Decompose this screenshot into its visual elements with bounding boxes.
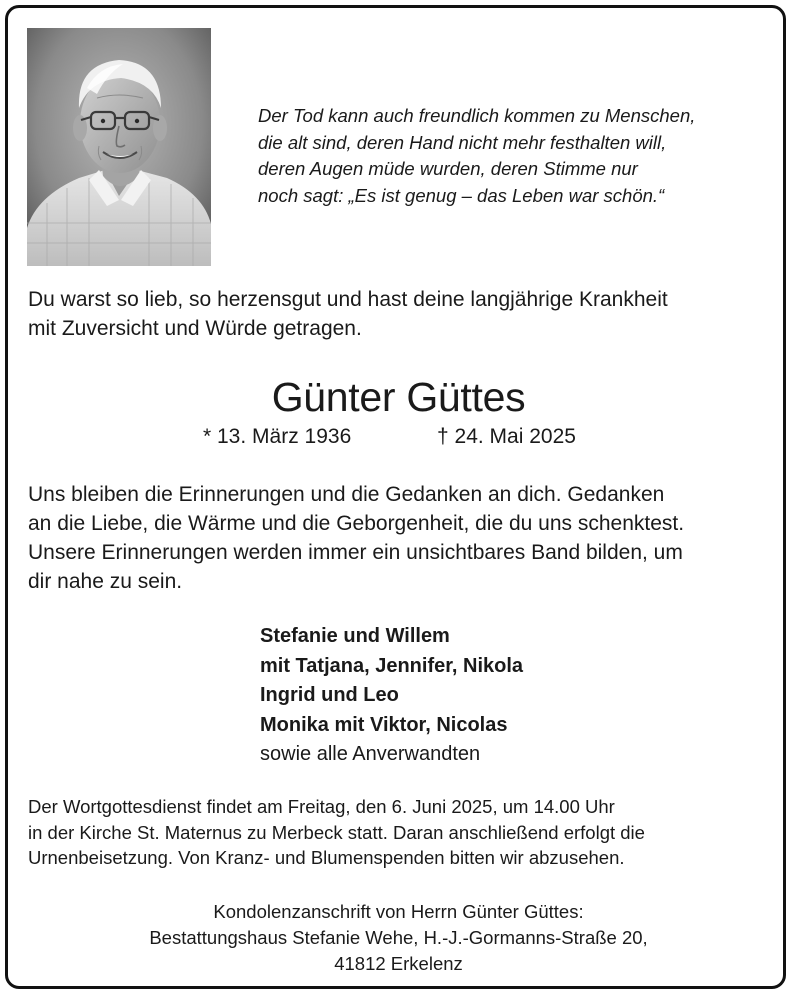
address-line: Bestattungshaus Stefanie Wehe, H.-J.-Gormanns-Straße 20, (149, 927, 648, 948)
intro-paragraph (28, 285, 773, 343)
memory-paragraph (28, 480, 783, 596)
mourner-line: Stefanie und Willem (260, 625, 450, 647)
address-line: Kondolenzanschrift von Herrn Günter Güttes: (213, 901, 584, 922)
deceased-name: Günter Güttes (271, 374, 526, 420)
portrait-photo (27, 28, 211, 266)
quote-line: deren Augen müde wurden, deren Stimme nur (258, 158, 638, 179)
service-notice (28, 794, 783, 871)
mourner-line: Ingrid und Leo (260, 684, 399, 707)
quote-line: die alt sind, deren Hand nicht mehr festhalten will, (258, 131, 667, 153)
memory-line: Unsere Erinnerungen werden immer ein unsichtbares Band bilden, um (28, 541, 683, 564)
condolence-address (0, 899, 797, 977)
mourner-line: mit Tatjana, Jennifer, Nikola (260, 654, 524, 677)
service-line: Urnenbeisetzung. Von Kranz- und Blumenspenden bitten wir abzusehen. (28, 847, 625, 868)
service-line: Der Wortgottesdienst findet am Freitag, den 6. Juni 2025, um 14.00 Uhr (28, 796, 615, 817)
memory-line: Uns bleiben die Erinnerungen und die Gedanken an dich. Gedanken (28, 483, 665, 506)
mourners-list (260, 622, 760, 770)
intro-line: Du warst so lieb, so herzensgut und hast deine langjährige Krankheit (28, 288, 668, 311)
mourner-line: Monika mit Viktor, Nicolas (260, 713, 508, 736)
death-date: † 24. Mai 2025 (437, 425, 576, 448)
address-line: 41812 Erkelenz (334, 953, 463, 974)
opening-quote (258, 103, 778, 209)
intro-line: mit Zuversicht und Würde getragen. (28, 317, 362, 340)
memory-line: an die Liebe, die Wärme und die Geborgenheit, die du uns schenktest. (28, 512, 685, 535)
mourner-line: sowie alle Anverwandten (260, 743, 481, 766)
memory-line: dir nahe zu sein. (28, 570, 183, 593)
quote-line: Der Tod kann auch freundlich kommen zu Menschen, (258, 105, 696, 126)
service-line: in der Kirche St. Maternus zu Merbeck statt. Daran anschließend erfolgt die (28, 821, 645, 843)
quote-line: noch sagt: „Es ist genug – das Leben war schön.“ (258, 184, 665, 206)
birth-date: * 13. März 1936 (203, 425, 352, 448)
